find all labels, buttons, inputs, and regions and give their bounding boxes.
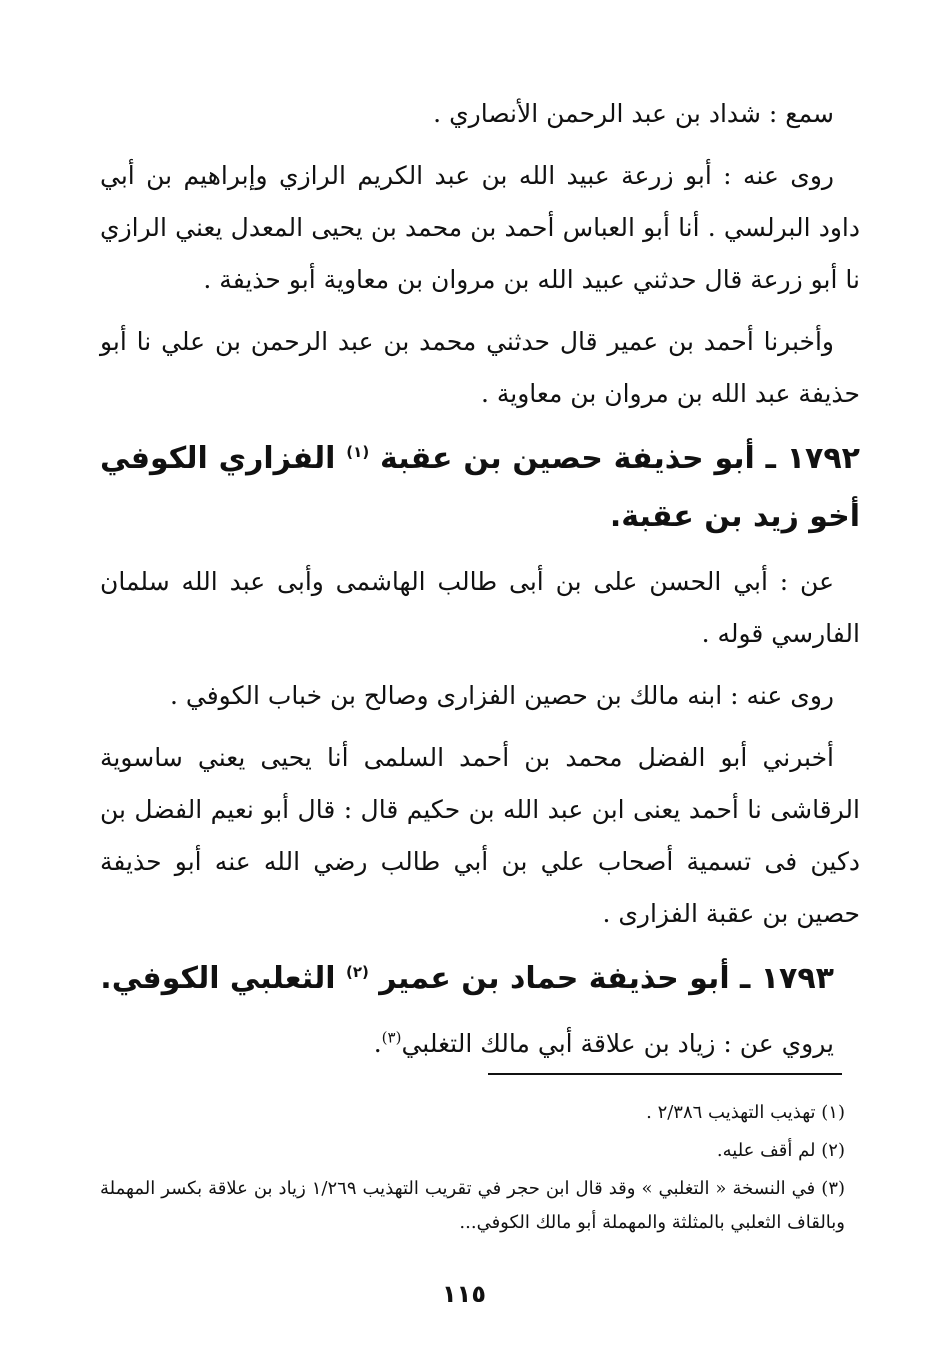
paragraph-narrates-from-text: يروي عن : زياد بن علاقة أبي مالك التغلبي bbox=[401, 1029, 834, 1058]
paragraph-narrates-from-end: . bbox=[373, 1029, 382, 1058]
entry-heading-1792-text-cont: الفزاري الكوفي أخو زيد بن عقبة. bbox=[100, 441, 860, 534]
main-text bbox=[100, 88, 860, 1080]
paragraph-informed: أخبرني أبو الفضل محمد بن أحمد السلمى أنا يحيى يعني ساسوية الرقاشى نا أحمد يعنى ابن عبد الله بن حكيم قال : قال أبو نعيم الفضل بن دكين فى تسمية أصحاب علي بن أبي طالب رضي الله عنه أبو حذيفة حصين بن عقبة الفزارى . bbox=[100, 743, 860, 928]
entry-heading-1793-text-cont: الثعلبي الكوفي. bbox=[100, 961, 336, 996]
footnote-3: (٣) في النسخة « التغلبي » وقد قال ابن حجر في تقريب التهذيب ١/٢٦٩ زياد بن علاقة بكسر المهملة وبالقاف الثعلبي بالمثلثة والمهملة أبو مالك الكوفي... bbox=[100, 1178, 846, 1233]
paragraph-narrates-from bbox=[100, 1018, 860, 1070]
paragraph-narrated-by-2: روى عنه : ابنه مالك بن حصين الفزارى وصالح بن خباب الكوفي . bbox=[169, 681, 834, 710]
footnote-2: (٢) لم أقف عليه. bbox=[716, 1140, 845, 1161]
footnote-ref-3: (٣) bbox=[381, 1028, 402, 1047]
entry-heading-1793 bbox=[100, 950, 834, 1008]
paragraph-chain: وأخبرنا أحمد بن عمير قال حدثني محمد بن عبد الرحمن بن علي نا أبو حذيفة عبد الله بن مروان بن معاوية . bbox=[100, 327, 860, 408]
paragraph-heard-from: سمع : شداد بن عبد الرحمن الأنصاري . bbox=[433, 99, 834, 128]
footnote-separator bbox=[488, 1073, 842, 1075]
paragraph-from: عن : أبي الحسن على بن أبى طالب الهاشمى وأبى عبد الله سلمان الفارسي قوله . bbox=[100, 567, 860, 648]
entry-heading-1792 bbox=[100, 430, 860, 546]
footnote-ref-1: (١) bbox=[346, 443, 370, 461]
footnote-ref-2: (٢) bbox=[345, 963, 369, 981]
footnote-1: (١) تهذيب التهذيب ٢/٣٨٦ . bbox=[646, 1102, 845, 1123]
entry-heading-1792-text: ١٧٩٢ ـ أبو حذيفة حصين بن عقبة bbox=[380, 441, 860, 476]
entry-heading-1793-text: ١٧٩٣ ـ أبو حذيفة حماد بن عمير bbox=[379, 961, 834, 996]
page-number: ١١٥ bbox=[442, 1280, 486, 1308]
footnotes bbox=[100, 1096, 845, 1244]
paragraph-narrated-by: روى عنه : أبو زرعة عبيد الله بن عبد الكريم الرازي وإبراهيم بن أبي داود البرلسي . أنا أبو العباس أحمد بن محمد بن يحيى المعدل يعني الرازي نا أبو زرعة قال حدثني عبيد الله بن مروان بن معاوية أبو حذيفة . bbox=[100, 161, 860, 294]
